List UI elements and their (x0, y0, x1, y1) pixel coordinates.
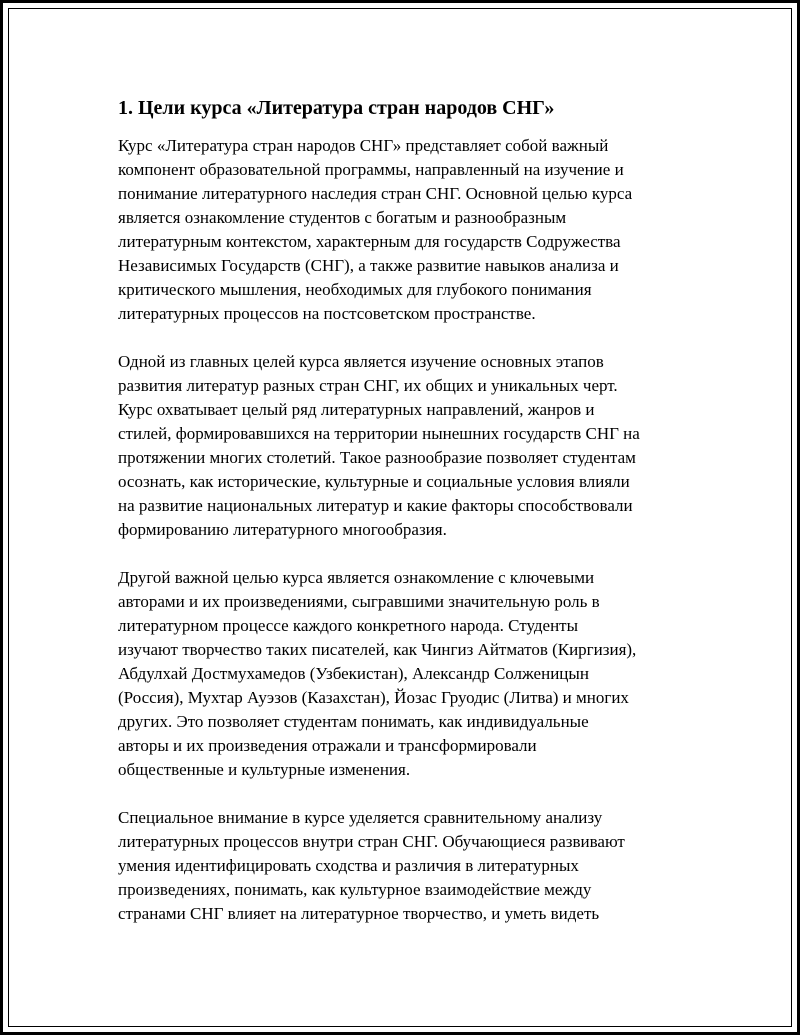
paragraph-line: Абдулхай Достмухамедов (Узбекистан), Александр Солженицын (118, 664, 589, 683)
paragraph-line: осознать, как исторические, культурные и социальные условия влияли (118, 472, 630, 491)
paragraph-line: является ознакомление студентов с богатым и разнообразным (118, 208, 567, 227)
paragraph-line: критического мышления, необходимых для глубокого понимания (118, 280, 592, 299)
paragraph-4 (118, 806, 698, 926)
paragraph-line: Другой важной целью курса является ознакомление с ключевыми (118, 568, 595, 587)
paragraph-line: литературном процессе каждого конкретного народа. Студенты (118, 616, 579, 635)
paragraph-line: литературных процессов на постсоветском пространстве. (118, 304, 536, 323)
paragraph-line: формированию литературного многообразия. (118, 520, 447, 539)
paragraph-line: авторами и их произведениями, сыгравшими значительную роль в (118, 592, 600, 611)
paragraph-line: умения идентифицировать сходства и различия в литературных (118, 856, 579, 875)
paragraph-line: изучают творчество таких писателей, как Чингиз Айтматов (Киргизия), (118, 640, 637, 659)
paragraph-line: (Россия), Мухтар Ауэзов (Казахстан), Йозас Груодис (Литва) и многих (118, 688, 629, 707)
paragraph-line: произведениях, понимать, как культурное взаимодействие между (118, 880, 592, 899)
paragraph-3 (118, 566, 698, 782)
section-heading: 1. Цели курса «Литература стран народов СНГ» (118, 97, 555, 119)
paragraph-line: Специальное внимание в курсе уделяется сравнительному анализу (118, 808, 603, 827)
paragraph-2 (118, 350, 698, 542)
paragraph-line: на развитие национальных литератур и какие факторы способствовали (118, 496, 633, 515)
paragraph-line: литературных процессов внутри стран СНГ. Обучающиеся развивают (118, 832, 625, 851)
paragraph-1 (118, 134, 698, 326)
paragraph-line: других. Это позволяет студентам понимать, как индивидуальные (118, 712, 589, 731)
paragraph-line: развития литератур разных стран СНГ, их общих и уникальных черт. (118, 376, 618, 395)
paragraph-line: протяжении многих столетий. Такое разнообразие позволяет студентам (118, 448, 636, 467)
document-content (118, 96, 698, 950)
paragraph-line: Независимых Государств (СНГ), а также развитие навыков анализа и (118, 256, 619, 275)
paragraph-line: литературным контекстом, характерным для государств Содружества (118, 232, 621, 251)
paragraph-line: странами СНГ влияет на литературное творчество, и уметь видеть (118, 904, 600, 923)
paragraph-line: стилей, формировавшихся на территории нынешних государств СНГ на (118, 424, 640, 443)
paragraph-line: Курс охватывает целый ряд литературных направлений, жанров и (118, 400, 595, 419)
paragraph-line: Курс «Литература стран народов СНГ» представляет собой важный (118, 136, 609, 155)
paragraph-line: общественные и культурные изменения. (118, 760, 411, 779)
paragraph-line: понимание литературного наследия стран СНГ. Основной целью курса (118, 184, 633, 203)
paragraph-line: авторы и их произведения отражали и трансформировали (118, 736, 537, 755)
paragraph-line: Одной из главных целей курса является изучение основных этапов (118, 352, 604, 371)
paragraph-line: компонент образовательной программы, направленный на изучение и (118, 160, 624, 179)
